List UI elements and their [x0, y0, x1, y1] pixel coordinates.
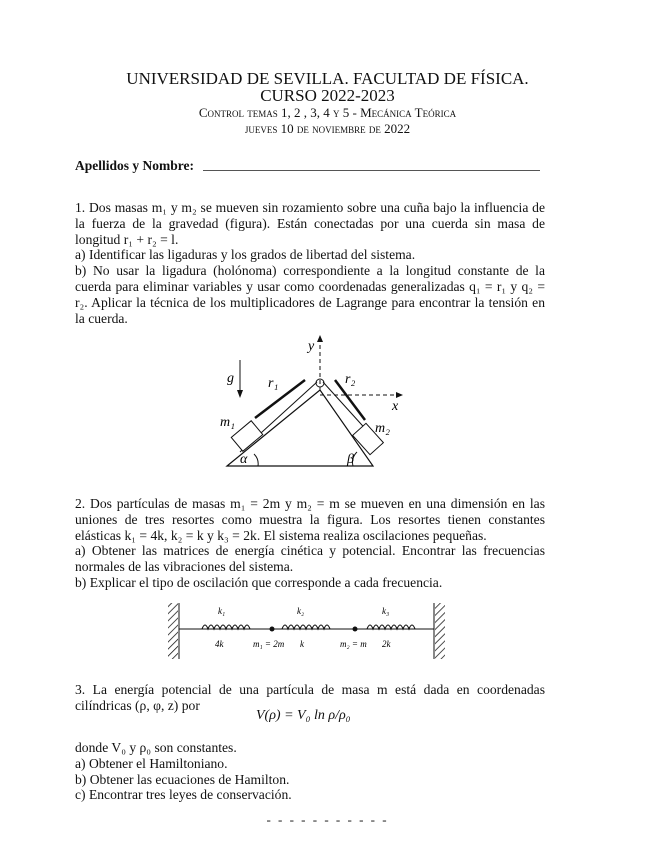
r1-label: r₁ [268, 376, 279, 391]
problem-3 [75, 740, 545, 803]
problem-2-statement: 2. Dos partículas de masas m₁ = 2m y m₂ = m se mueven en una dimensión en las uniones de tres resortes como muestra la figura. Los resortes tienen constantes elásticas k₁ = 4k, k₂ = k y k₃ = 2k. El sistema realiza oscilaciones pequeñas. [75, 496, 545, 543]
gravity-label: g [227, 371, 234, 386]
m1-value: m₁ = 2m [253, 639, 285, 649]
alpha-label: α [240, 452, 248, 467]
exam-date: jueves 10 de noviembre de 2022 [244, 121, 411, 136]
problem-1-part-a: a) Identificar las ligaduras y los grados de libertad del sistema. [75, 247, 416, 263]
problem-2 [75, 496, 545, 591]
mass-1-dot [270, 627, 275, 632]
problem-2-part-a: a) Obtener las matrices de energía cinética y potencial. Encontrar las frecuencias normales de las vibraciones del sistema. [75, 543, 545, 575]
k1-label: k₁ [218, 606, 226, 616]
k2-value: k [300, 639, 304, 649]
problem-3-part-c: c) Encontrar tres leyes de conservación. [75, 787, 292, 803]
k3-value: 2k [382, 639, 391, 649]
problem-1-statement: 1. Dos masas m₁ y m₂ se mueven sin rozamiento sobre una cuña bajo la influencia de la fuerza de la gravedad (figura). Están conectadas por una cuerda sin masa de longitud r₁ + r₂ = l. [75, 200, 545, 247]
m2-value: m₂ = m [340, 639, 367, 649]
problem-1-part-b: b) No usar la ligadura (holónoma) correspondiente a la longitud constante de la cuerda para eliminar variables y usar como coordenadas generalizadas q₁ = r₁ y q₂ = r₂. Aplicar la técnica de los multiplicadores de Lagrange para encontrar la tensión en la cuerda. [75, 263, 545, 326]
problem-3-part-a: a) Obtener el Hamiltoniano. [75, 755, 228, 771]
problem-3-part-b: b) Obtener las ecuaciones de Hamilton. [75, 771, 290, 787]
k2-label: k₂ [297, 606, 305, 616]
problem-3-intro: 3. La energía potencial de una partícula de masa m está dada en coordenadas cilíndricas (ρ, φ, z) por [75, 682, 545, 713]
r2-label: r₂ [345, 372, 356, 387]
potential-formula: V(ρ) = V₀ ln ρ/ρ₀ [256, 708, 351, 723]
name-line [203, 170, 540, 171]
m1-label: m₁ [220, 415, 235, 430]
exam-title: Control temas 1, 2 , 3, 4 y 5 - Mecánica Teórica [198, 105, 457, 120]
k3-label: k₃ [382, 606, 390, 616]
name-label: Apellidos y Nombre: [75, 158, 195, 173]
problem-3-constants: donde V₀ y ρ₀ son constantes. [75, 740, 237, 755]
y-axis-label: y [308, 339, 315, 354]
university-title: UNIVERSIDAD DE SEVILLA. FACULTAD DE FÍSICA. [126, 69, 529, 88]
course-title: CURSO 2022-2023 [260, 86, 395, 105]
end-mark: - - - - - - - - - - - [266, 812, 389, 827]
m2-label: m₂ [375, 421, 390, 436]
wedge-figure [210, 330, 410, 470]
mass-2-dot [353, 627, 358, 632]
springs-figure [160, 600, 450, 662]
x-axis-label: x [392, 399, 399, 414]
beta-label: β [347, 452, 354, 467]
problem-1 [75, 200, 545, 326]
problem-2-part-b: b) Explicar el tipo de oscilación que corresponde a cada frecuencia. [75, 574, 443, 590]
k1-value: 4k [215, 639, 224, 649]
